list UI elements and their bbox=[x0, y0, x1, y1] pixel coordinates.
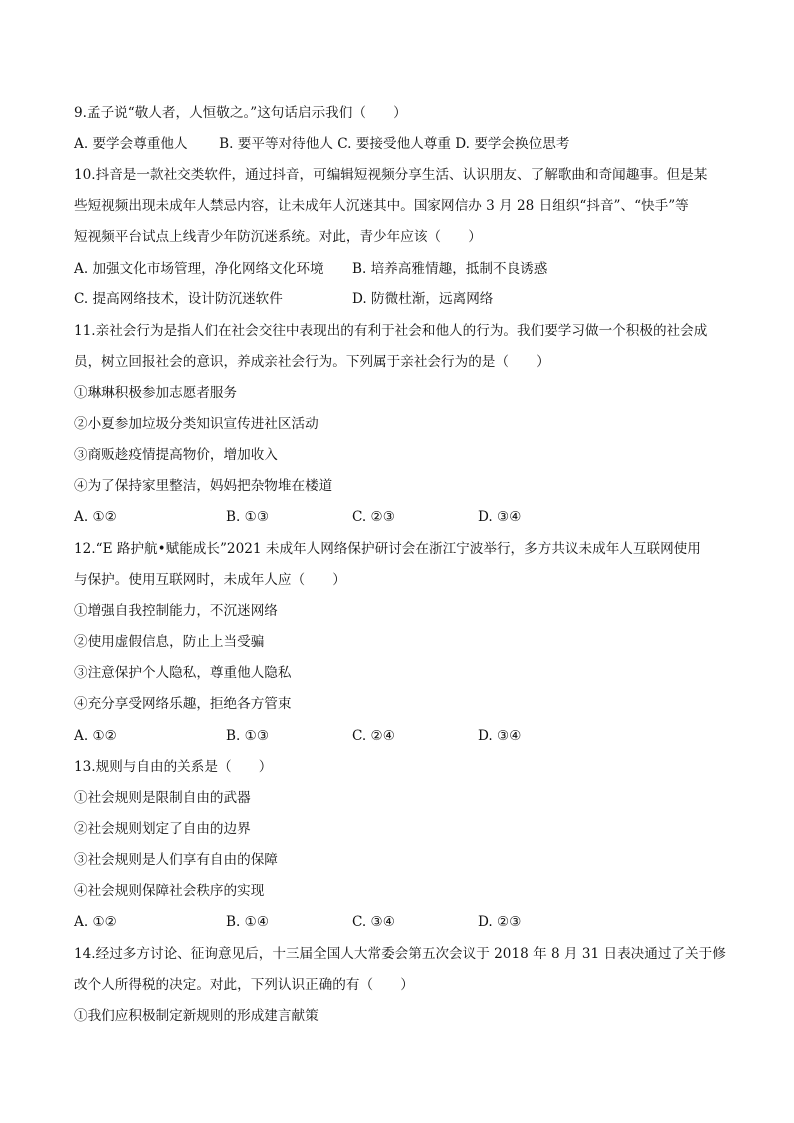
q13-item-2: ②社会规则划定了自由的边界 bbox=[74, 821, 251, 837]
q11-item-3: ③商贩趁疫情提高物价，增加收入 bbox=[74, 447, 278, 463]
q13-option-b: B. ①④ bbox=[226, 914, 270, 930]
q10-option-d: D. 防微杜渐，远离网络 bbox=[352, 291, 494, 307]
q10-option-a: A. 加强文化市场管理，净化网络文化环境 bbox=[74, 261, 324, 277]
q13-stem: 13.规则与自由的关系是（ ） bbox=[74, 759, 273, 775]
q13-item-1: ①社会规则是限制自由的武器 bbox=[74, 790, 251, 806]
q11-stem-line-2: 员，树立回报社会的意识，养成亲社会行为。下列属于亲社会行为的是（ ） bbox=[74, 354, 550, 370]
q13-item-3: ③社会规则是人们享有自由的保障 bbox=[74, 852, 278, 868]
q11-options bbox=[74, 508, 734, 526]
q12-option-b: B. ①③ bbox=[226, 728, 270, 744]
q10-stem-line-2: 些短视频出现未成年人禁忌内容，让未成年人沉迷其中。国家网信办 3 月 28 日组织“抖音”、“快手”等 bbox=[74, 198, 689, 214]
q11-item-1: ①琳琳积极参加志愿者服务 bbox=[74, 385, 238, 401]
q10-stem-line-3: 短视频平台试点上线青少年防沉迷系统。对此，青少年应该（ ） bbox=[74, 229, 482, 245]
q12-item-1: ①增强自我控制能力，不沉迷网络 bbox=[74, 603, 278, 619]
q10-option-b: B. 培养高雅情趣，抵制不良诱惑 bbox=[352, 261, 548, 277]
q10-options-row-2 bbox=[74, 290, 734, 308]
q10-options-row-1 bbox=[74, 260, 734, 278]
q12-stem-line-2: 与保护。使用互联网时，未成年人应（ ） bbox=[74, 572, 346, 588]
q14-stem-line-1: 14.经过多方讨论、征询意见后，十三届全国人大常委会第五次会议于 2018 年 8 月 31 日表决通过了关于修 bbox=[74, 946, 726, 962]
q12-options bbox=[74, 727, 734, 745]
q14-stem-line-2: 改个人所得税的决定。对此，下列认识正确的有（ ） bbox=[74, 977, 414, 993]
q11-item-4: ④为了保持家里整洁，妈妈把杂物堆在楼道 bbox=[74, 478, 333, 494]
q13-item-4: ④社会规则保障社会秩序的实现 bbox=[74, 883, 265, 899]
q14-item-1: ①我们应积极制定新规则的形成建言献策 bbox=[74, 1008, 319, 1024]
q13-option-c: C. ③④ bbox=[352, 914, 395, 930]
q10-option-c: C. 提高网络技术，设计防沉迷软件 bbox=[74, 291, 283, 307]
q12-option-a: A. ①② bbox=[74, 728, 117, 744]
q11-option-c: C. ②③ bbox=[352, 509, 395, 525]
q12-item-4: ④充分享受网络乐趣，拒绝各方管束 bbox=[74, 696, 292, 712]
q12-option-c: C. ②④ bbox=[352, 728, 395, 744]
q13-option-d: D. ②③ bbox=[478, 914, 522, 930]
q11-option-a: A. ①② bbox=[74, 509, 117, 525]
q12-stem-line-1: 12.“E 路护航•赋能成长”2021 未成年人网络保护研讨会在浙江宁波举行，多方共议未成年人互联网使用 bbox=[74, 541, 701, 557]
q12-option-d: D. ③④ bbox=[478, 728, 522, 744]
q9-options: A. 要学会尊重他人 B. 要平等对待他人 C. 要接受他人尊重 D. 要学会换位思考 bbox=[74, 136, 570, 152]
q11-option-b: B. ①③ bbox=[226, 509, 270, 525]
q10-stem-line-1: 10.抖音是一款社交类软件，通过抖音，可编辑短视频分享生活、认识朋友、了解歌曲和奇闻趣事。但是某 bbox=[74, 167, 708, 183]
q13-options bbox=[74, 913, 734, 931]
q12-item-2: ②使用虚假信息，防止上当受骗 bbox=[74, 634, 265, 650]
q11-stem-line-1: 11.亲社会行为是指人们在社会交往中表现出的有利于社会和他人的行为。我们要学习做一个积极的社会成 bbox=[74, 323, 708, 339]
q13-option-a: A. ①② bbox=[74, 914, 117, 930]
q11-option-d: D. ③④ bbox=[478, 509, 522, 525]
q12-item-3: ③注意保护个人隐私，尊重他人隐私 bbox=[74, 665, 292, 681]
q9-stem: 9.孟子说“敬人者，人恒敬之。”这句话启示我们（ ） bbox=[74, 105, 407, 121]
q11-item-2: ②小夏参加垃圾分类知识宣传进社区活动 bbox=[74, 416, 319, 432]
